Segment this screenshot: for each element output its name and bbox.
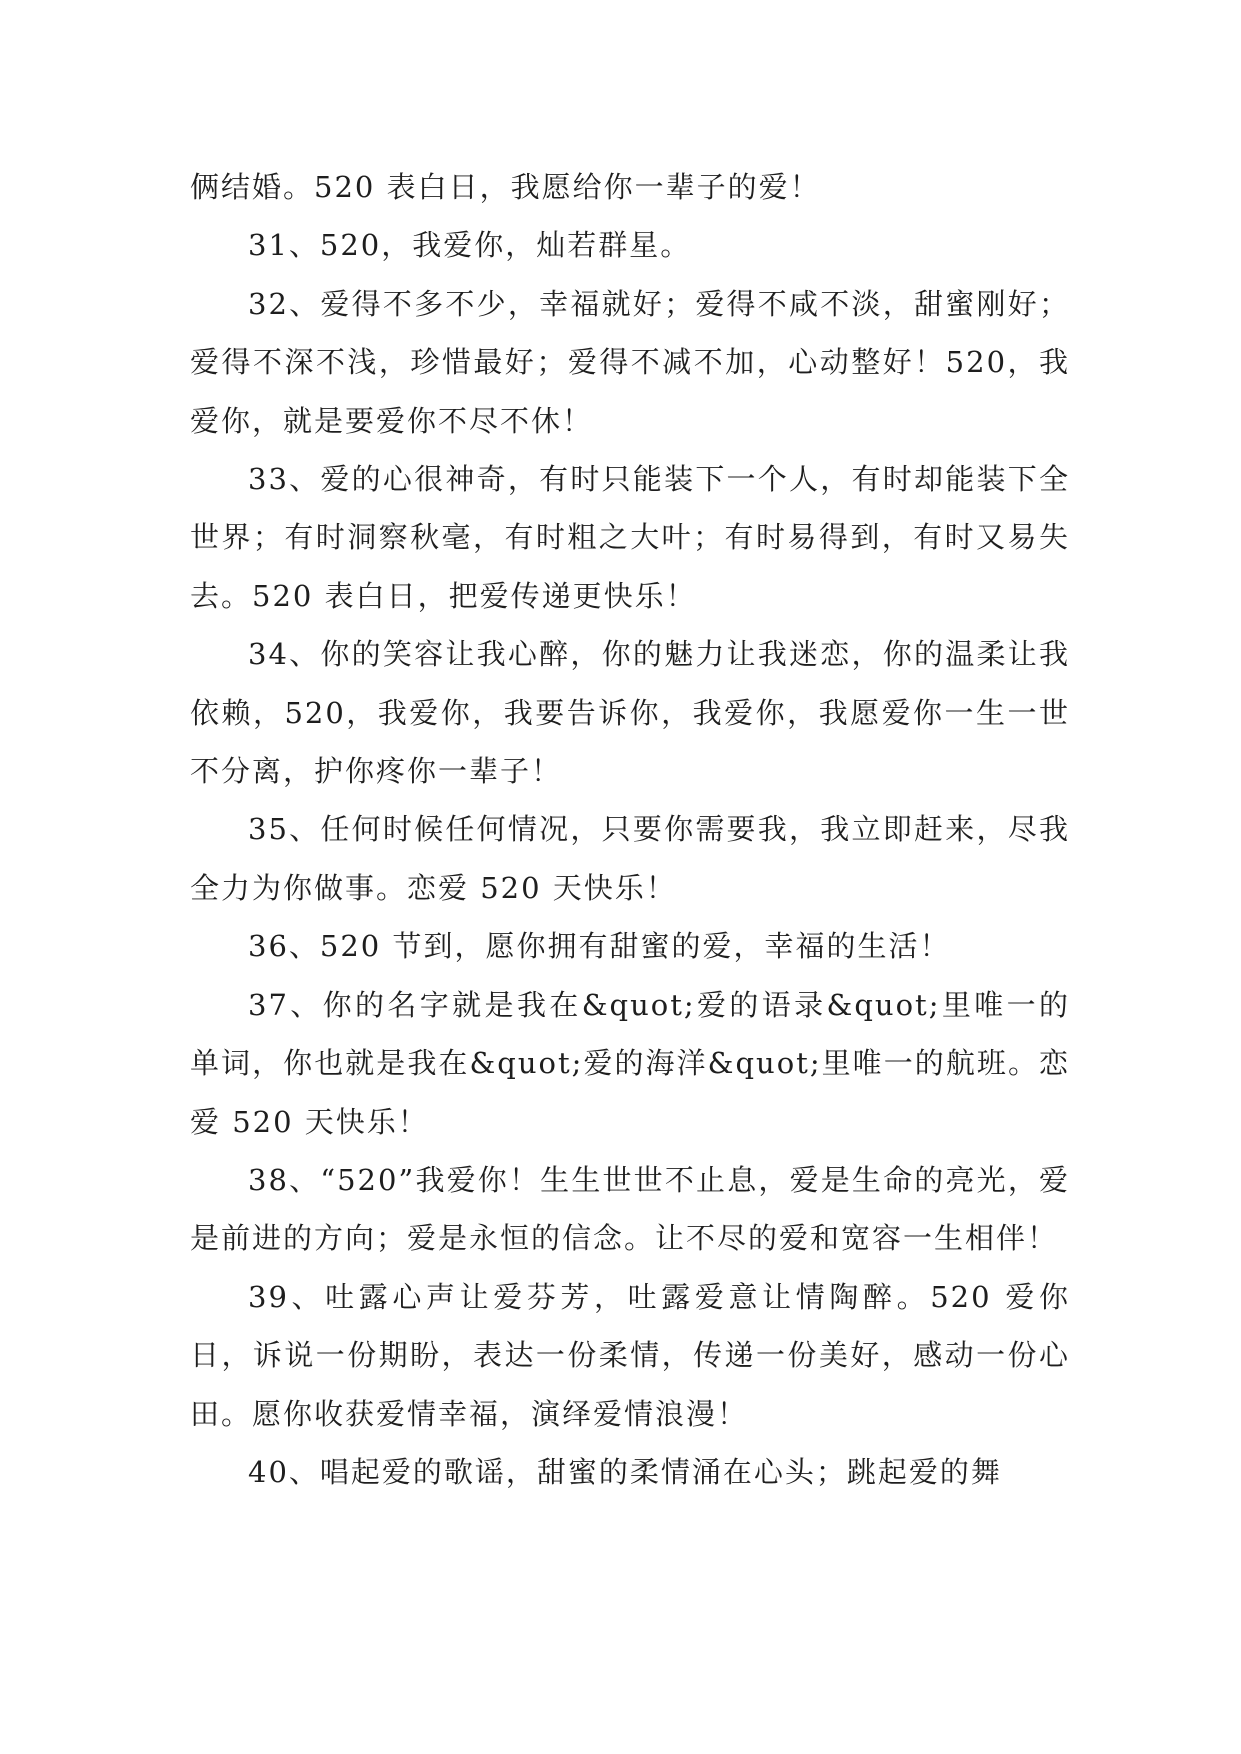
paragraph-33: 33、爱的心很神奇，有时只能装下一个人，有时却能装下全世界；有时洞察秋毫，有时粗之大叶；有时易得到，有时又易失去。520 表白日，把爱传递更快乐！: [190, 462, 1070, 613]
paragraph-36: 36、520 节到，愿你拥有甜蜜的爱，幸福的生活！: [248, 929, 951, 964]
paragraph-34: 34、你的笑容让我心醉，你的魅力让我迷恋，你的温柔让我依赖，520，我爱你，我要告诉你，我爱你，我愿爱你一生一世不分离，护你疼你一辈子！: [190, 637, 1070, 789]
paragraph-35: 35、任何时候任何情况，只要你需要我，我立即赶来，尽我全力为你做事。恋爱 520 天快乐！: [190, 812, 1070, 905]
paragraph-39: 39、吐露心声让爱芬芳，吐露爱意让情陶醉。520 爱你日，诉说一份期盼，表达一份柔情，传递一份美好，感动一份心田。愿你收获爱情幸福，演绎爱情浪漫！: [190, 1279, 1070, 1431]
paragraph-38: 38、“520”我爱你！生生世世不止息，爱是生命的亮光，爱是前进的方向；爱是永恒的信念。让不尽的爱和宽容一生相伴！: [190, 1162, 1070, 1256]
paragraph-40-start: 40、唱起爱的歌谣，甜蜜的柔情涌在心头；跳起爱的舞: [248, 1454, 1002, 1489]
document-body: [190, 158, 1070, 1501]
paragraph-37: 37、你的名字就是我在&quot;爱的语录&quot;里唯一的单词，你也就是我在&quot;爱的海洋&quot;里唯一的航班。恋爱 520 天快乐！: [190, 987, 1070, 1139]
paragraph-31: 31、520，我爱你，灿若群星。: [248, 228, 692, 263]
paragraph-30-continuation: 俩结婚。520 表白日，我愿给你一辈子的爱！: [190, 170, 821, 204]
paragraph-32: 32、爱得不多不少，幸福就好；爱得不咸不淡，甜蜜刚好；爱得不深不浅，珍惜最好；爱得不减不加，心动整好！520，我爱你，就是要爱你不尽不休！: [190, 286, 1070, 438]
